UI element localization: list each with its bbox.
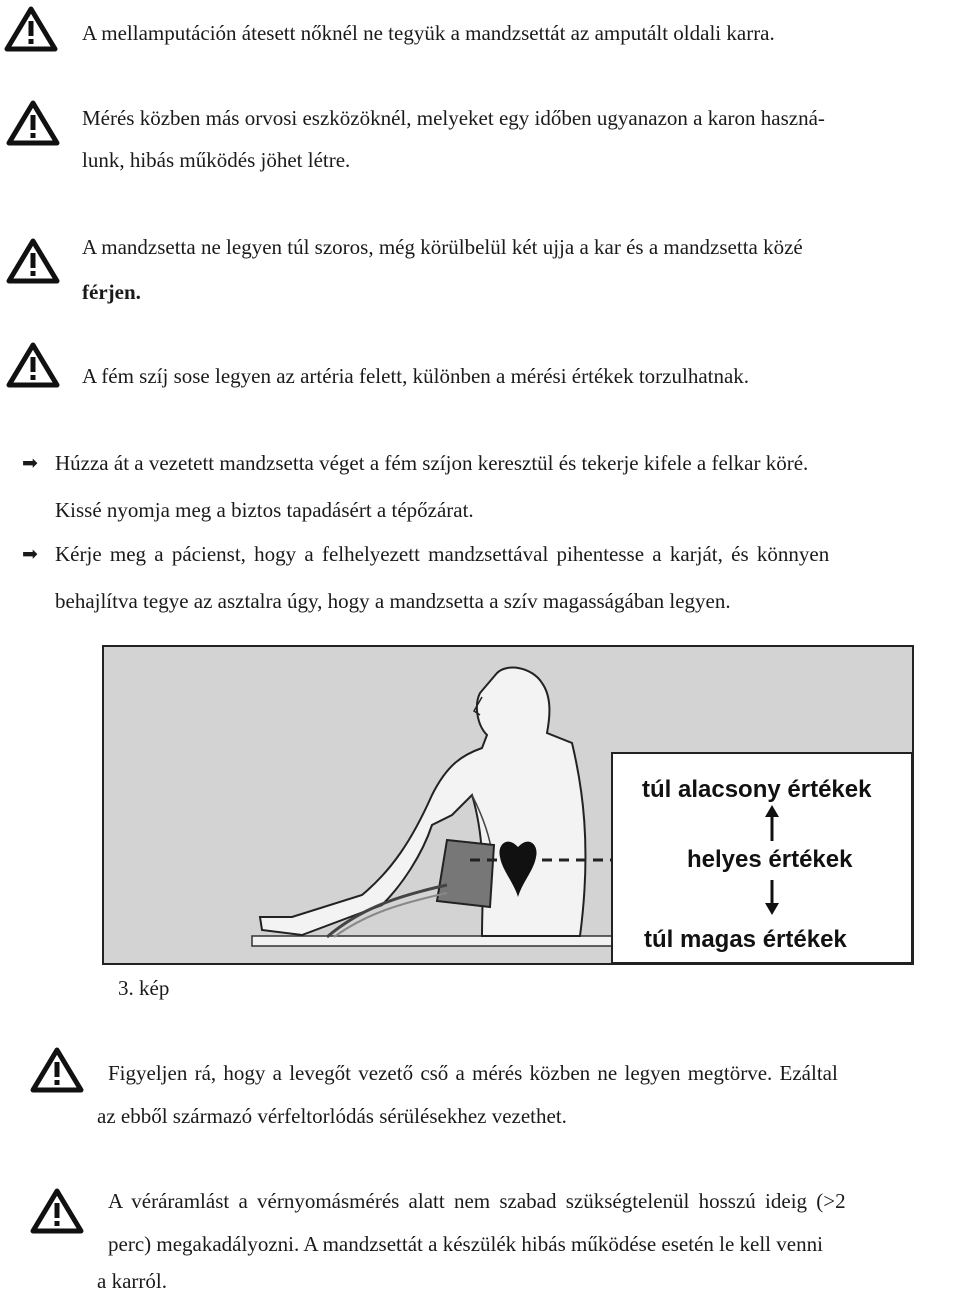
warning-text-6-line-2: perc) megakadályozni. A mandzsettát a készülék hibás működése esetén le kell venni (108, 1232, 823, 1256)
cuff (437, 840, 494, 907)
warning-text-1: A mellamputáción átesett nőknél ne tegyük a mandzsettát az amputált oldali karra. (82, 21, 775, 45)
warning-text-6-line-1: A véráramlást a vérnyomásmérés alatt nem szabad szükségtelenül hosszú ideig (>2 (108, 1189, 846, 1213)
warning-triangle-icon (6, 238, 60, 284)
warning-text-2-line-1: Mérés közben más orvosi eszközöknél, melyeket egy időben ugyanazon a karon haszná- (82, 106, 825, 130)
warning-text-6-line-3: a karról. (97, 1269, 167, 1293)
warning-triangle-icon (30, 1047, 84, 1093)
label-correct: helyes értékek (687, 846, 853, 873)
figure-caption: 3. kép (118, 976, 170, 1000)
step-1-line-2: Kissé nyomja meg a biztos tapadásért a tépőzárat. (55, 498, 474, 522)
warning-text-3-line-2: férjen. (82, 280, 141, 304)
warning-text-5-line-2: az ebből származó vérfeltorlódás sérülésekhez vezethet. (97, 1104, 567, 1128)
label-too-high: túl magas értékek (644, 926, 847, 953)
warning-triangle-icon (6, 342, 60, 388)
label-too-low: túl alacsony értékek (642, 776, 872, 803)
warning-text-4: A fém szíj sose legyen az artéria felett, különben a mérési értékek torzulhatnak. (82, 364, 750, 388)
warning-text-3-line-1: A mandzsetta ne legyen túl szoros, még körülbelül két ujja a kar és a mandzsetta közé (82, 235, 803, 259)
step-2-line-1: Kérje meg a pácienst, hogy a felhelyezett mandzsettával pihentesse a karját, és könnyen (55, 542, 830, 566)
figure-blood-pressure-position (102, 645, 914, 965)
warning-text-2-line-2: lunk, hibás működés jöhet létre. (82, 148, 351, 172)
step-1-line-1: Húzza át a vezetett mandzsetta véget a fém szíjon keresztül és tekerje kifele a felkar köré. (55, 451, 809, 475)
step-arrow-icon: ➡ (22, 452, 38, 474)
warning-triangle-icon (4, 6, 58, 52)
step-2-line-2: behajlítva tegye az asztalra úgy, hogy a mandzsetta a szív magasságában legyen. (55, 589, 731, 613)
warning-triangle-icon (30, 1188, 84, 1234)
warning-triangle-icon (6, 100, 60, 146)
step-arrow-icon: ➡ (22, 543, 38, 565)
warning-text-5-line-1: Figyeljen rá, hogy a levegőt vezető cső a mérés közben ne legyen megtörve. Ezáltal (108, 1061, 838, 1085)
